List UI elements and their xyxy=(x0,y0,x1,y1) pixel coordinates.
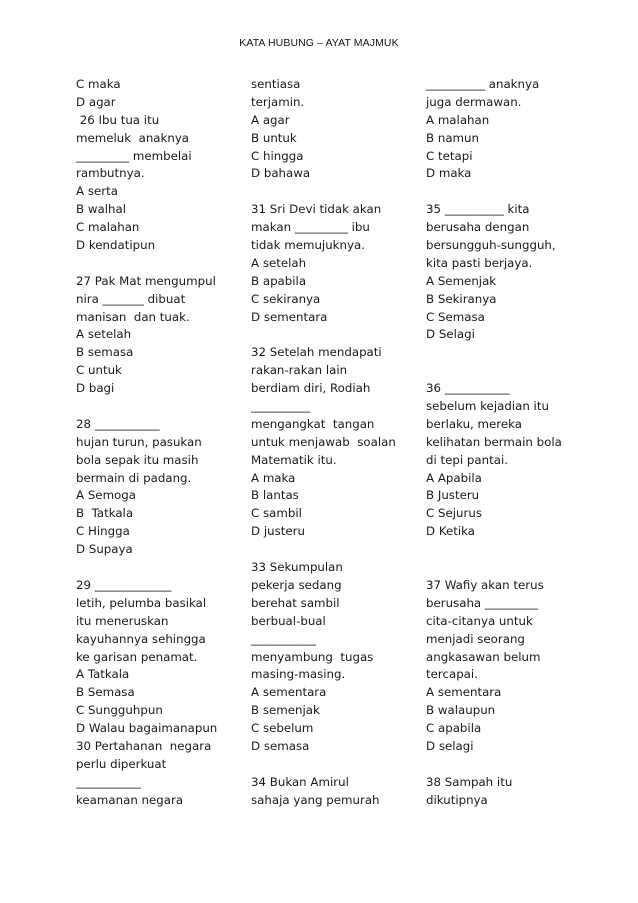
text-line: masing-masing. xyxy=(251,667,346,682)
text-line: hujan turun, pasukan xyxy=(76,434,202,449)
text-line: A sementara xyxy=(251,685,327,700)
text-column-1 xyxy=(76,76,236,810)
text-line: A Apabila xyxy=(426,470,482,485)
text-line: B Sekiranya xyxy=(426,291,497,306)
text-line: memeluk anaknya xyxy=(76,130,190,145)
text-line: keamanan negara xyxy=(76,792,184,807)
text-line: B Semasa xyxy=(76,685,135,700)
text-line: berdiam diri, Rodiah xyxy=(251,381,371,396)
text-line: B semenjak xyxy=(251,703,320,718)
text-line: A Tatkala xyxy=(76,667,130,682)
text-line xyxy=(76,255,236,273)
text-line: rambutnya. xyxy=(76,166,145,181)
text-line: juga dermawan. xyxy=(426,94,522,109)
text-line: __________ xyxy=(251,399,310,414)
text-line xyxy=(426,756,576,774)
text-line: berusaha dengan xyxy=(426,220,530,235)
text-line xyxy=(426,541,576,559)
text-line: D bahawa xyxy=(251,166,311,181)
text-line: kelihatan bermain bola xyxy=(426,434,562,449)
text-line: D bagi xyxy=(76,381,115,396)
text-line: D agar xyxy=(76,94,116,109)
text-line: tidak memujuknya. xyxy=(251,238,365,253)
text-line xyxy=(251,541,401,559)
text-line: A serta xyxy=(76,184,118,199)
text-line: D Selagi xyxy=(426,327,475,342)
text-line: A malahan xyxy=(426,112,490,127)
text-line: C malahan xyxy=(76,220,140,235)
text-line: D Supaya xyxy=(76,542,133,557)
text-line: C apabila xyxy=(426,721,482,736)
text-line: berusaha _________ xyxy=(426,595,538,610)
text-line: A agar xyxy=(251,112,290,127)
text-line: ke garisan penamat. xyxy=(76,649,198,664)
text-line: cita-citanya untuk xyxy=(426,613,533,628)
text-line: A setelah xyxy=(76,327,132,342)
text-line xyxy=(251,183,401,201)
text-line: C sambil xyxy=(251,506,302,521)
text-line: mengangkat tangan xyxy=(251,416,375,431)
text-column-3 xyxy=(426,76,576,810)
text-line: 37 Wafiy akan terus xyxy=(426,577,544,592)
text-line: D maka xyxy=(426,166,472,181)
text-line: C maka xyxy=(76,77,121,91)
text-line xyxy=(426,362,576,380)
text-line: berehat sambil xyxy=(251,595,340,610)
text-line: perlu diperkuat xyxy=(76,756,167,771)
text-line: dikutipnya xyxy=(426,792,488,807)
text-line: 36 ___________ xyxy=(426,381,510,396)
text-line: itu meneruskan xyxy=(76,613,169,628)
text-line: D selagi xyxy=(426,738,474,753)
text-line: 26 Ibu tua itu xyxy=(76,112,160,127)
text-line: C hingga xyxy=(251,148,304,163)
text-line: C untuk xyxy=(76,363,122,378)
text-line: B apabila xyxy=(251,273,307,288)
text-line: C Hingga xyxy=(76,524,130,539)
text-line xyxy=(76,398,236,416)
text-line: 29 _____________ xyxy=(76,577,172,592)
text-line: nira _______ dibuat xyxy=(76,291,186,306)
text-line: D kendatipun xyxy=(76,238,156,253)
text-line: A setelah xyxy=(251,255,307,270)
text-line: D sementara xyxy=(251,309,328,324)
text-line: berbual-bual xyxy=(251,613,326,628)
text-line: C sekiranya xyxy=(251,291,321,306)
text-line xyxy=(426,183,576,201)
text-line: menyambung tugas xyxy=(251,649,374,664)
text-line: A Semoga xyxy=(76,488,136,503)
text-line: 35 __________ kita xyxy=(426,202,530,217)
text-line: __________ anaknya xyxy=(426,77,540,91)
text-line: sebelum kejadian itu xyxy=(426,399,549,414)
text-line: untuk menjawab soalan xyxy=(251,434,396,449)
text-line: B Tatkala xyxy=(76,506,134,521)
text-line: A sementara xyxy=(426,685,502,700)
text-line: 38 Sampah itu xyxy=(426,774,513,789)
text-line: D semasa xyxy=(251,738,310,753)
text-line: Matematik itu. xyxy=(251,452,337,467)
text-line: 34 Bukan Amirul xyxy=(251,774,349,789)
text-line: D Ketika xyxy=(426,524,475,539)
text-line: C Sejurus xyxy=(426,506,482,521)
text-line: rakan-rakan lain xyxy=(251,363,348,378)
text-line xyxy=(251,326,401,344)
text-line: di tepi pantai. xyxy=(426,452,508,467)
text-line: B walaupun xyxy=(426,703,496,718)
text-line: menjadi seorang xyxy=(426,631,525,646)
text-line: angkasawan belum xyxy=(426,649,541,664)
text-line: D Walau bagaimanapun xyxy=(76,721,218,736)
text-line: D justeru xyxy=(251,524,305,539)
text-line xyxy=(426,559,576,577)
text-line: 30 Pertahanan negara xyxy=(76,738,212,753)
text-line: sentiasa xyxy=(251,77,301,91)
text-line: 27 Pak Mat mengumpul xyxy=(76,273,216,288)
text-line: 33 Sekumpulan xyxy=(251,560,343,575)
text-line: B walhal xyxy=(76,202,126,217)
text-line: B lantas xyxy=(251,488,299,503)
text-line: bersungguh-sungguh, xyxy=(426,238,556,253)
text-column-2 xyxy=(251,76,401,810)
text-line: letih, pelumba basikal xyxy=(76,595,207,610)
text-line: _________ membelai xyxy=(76,148,192,163)
text-line: B untuk xyxy=(251,130,297,145)
text-line: terjamin. xyxy=(251,94,305,109)
text-line: manisan dan tuak. xyxy=(76,309,190,324)
text-line: C Semasa xyxy=(426,309,485,324)
text-line: ___________ xyxy=(76,774,141,789)
text-line: kita pasti berjaya. xyxy=(426,255,533,270)
text-line: sahaja yang pemurah xyxy=(251,792,380,807)
text-line: tercapai. xyxy=(426,667,478,682)
text-line: kayuhannya sehingga xyxy=(76,631,206,646)
page-title: KATA HUBUNG – AYAT MAJMUK xyxy=(239,37,399,49)
text-line: 28 ___________ xyxy=(76,416,160,431)
text-line: B semasa xyxy=(76,345,134,360)
text-line xyxy=(251,756,401,774)
text-line: B Justeru xyxy=(426,488,480,503)
text-line: C tetapi xyxy=(426,148,473,163)
text-line: ___________ xyxy=(251,631,316,646)
text-line: A maka xyxy=(251,470,296,485)
text-line: A Semenjak xyxy=(426,273,497,288)
text-line: makan _________ ibu xyxy=(251,220,370,235)
text-line: C Sungguhpun xyxy=(76,703,163,718)
text-line: 31 Sri Devi tidak akan xyxy=(251,202,382,217)
text-line: B namun xyxy=(426,130,479,145)
text-line xyxy=(426,344,576,362)
text-line: pekerja sedang xyxy=(251,577,342,592)
text-line: bola sepak itu masih xyxy=(76,452,199,467)
text-line: C sebelum xyxy=(251,721,314,736)
text-line: bermain di padang. xyxy=(76,470,192,485)
text-line xyxy=(76,559,236,577)
text-line: berlaku, mereka xyxy=(426,416,522,431)
text-line: 32 Setelah mendapati xyxy=(251,345,382,360)
